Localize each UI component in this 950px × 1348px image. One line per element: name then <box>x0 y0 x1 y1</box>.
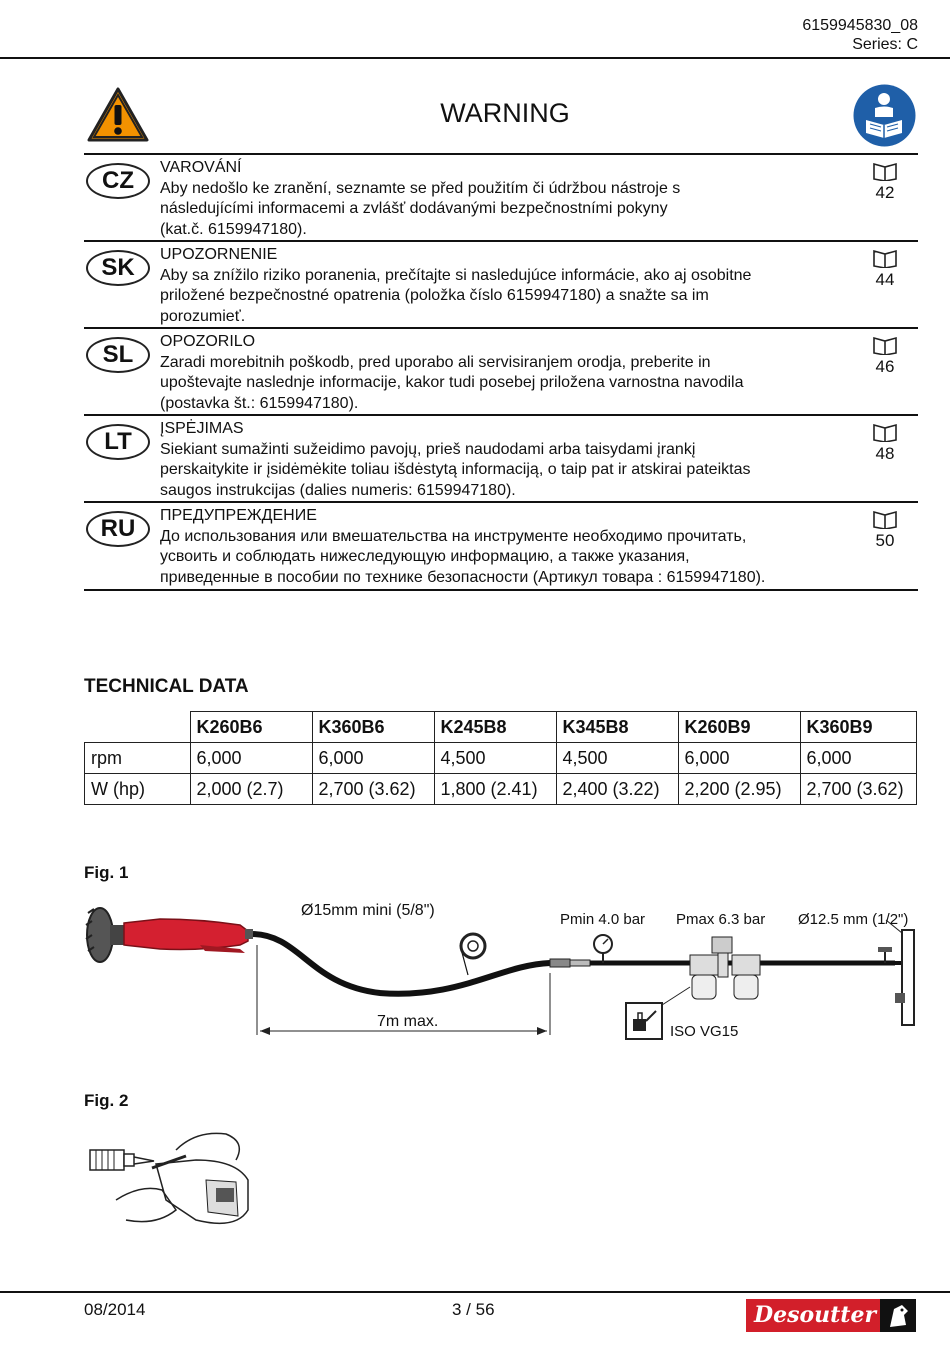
warning-section-cz <box>84 155 918 242</box>
page-reference-sk[interactable] <box>856 248 914 290</box>
warning-line: Zaradi morebitnih poškodb, pred uporabo ali servisiranjem orodja, preberite in <box>160 353 711 371</box>
document-number: 6159945830_08 <box>802 17 918 34</box>
warning-title: WARNING <box>440 98 570 128</box>
brand-name: Desoutter <box>754 1302 877 1328</box>
page-number: 46 <box>875 357 895 376</box>
page-reference-ru[interactable] <box>856 509 914 551</box>
table-row <box>85 774 917 805</box>
warning-section-ru <box>84 503 918 591</box>
column-header: K360B9 <box>800 712 916 743</box>
pmin-label: Pmin 4.0 bar <box>560 911 646 928</box>
warning-text-sk <box>160 245 850 327</box>
fig2-label: Fig. 2 <box>84 1091 129 1110</box>
oil-grade-label: ISO VG15 <box>670 1023 739 1040</box>
row-label: W (hp) <box>85 774 191 805</box>
brand-emblem-icon <box>880 1299 916 1332</box>
book-icon <box>872 422 898 442</box>
hose-diameter-label: Ø15mm mini (5/8") <box>301 902 435 919</box>
document-header <box>802 16 918 54</box>
warning-line: upoštevajte naslednje informacije, kakor tudi posebej priložena varnostna navodila <box>160 374 744 391</box>
table-cell: 4,500 <box>556 743 678 774</box>
read-manual-icon <box>853 84 916 147</box>
desoutter-logo <box>746 1299 916 1332</box>
table-cell: 2,700 (3.62) <box>800 774 916 805</box>
page-number: 42 <box>875 183 895 202</box>
warning-line: saugos instrukcijas (dalies numeris: 6159947180). <box>160 481 516 499</box>
warning-line: Siekiant sumažinti sužeidimo pavojų, prieš naudodami arba taisydami įrankį <box>160 440 696 458</box>
language-badge-cz: CZ <box>86 163 150 199</box>
book-icon <box>872 509 898 529</box>
warning-line: Aby sa znížilo riziko poranenia, prečítajte si nasledujúce informácie, ako aj osobitne <box>160 266 752 284</box>
warning-section-sk <box>84 242 918 329</box>
row-label: rpm <box>85 743 191 774</box>
table-cell: 2,400 (3.22) <box>556 774 678 805</box>
grinder-tool <box>86 908 253 962</box>
column-header: K260B9 <box>678 712 800 743</box>
series-label: Series: C <box>852 36 918 53</box>
table-cell: 2,700 (3.62) <box>312 774 434 805</box>
table-cell: 4,500 <box>434 743 556 774</box>
warning-line: následujícími informacemi a zvlášť dodávanými bezpečnostními pokyny <box>160 200 668 217</box>
page-number: 48 <box>875 444 895 463</box>
language-badge-sk: SK <box>86 250 150 286</box>
page-number: 44 <box>875 270 895 289</box>
footer-page-number: 3 / 56 <box>452 1300 495 1319</box>
warning-line: усвоить и соблюдать нижеследующую информацию, а также указания, <box>160 548 690 565</box>
column-header: K245B8 <box>434 712 556 743</box>
book-icon <box>872 335 898 355</box>
warning-text-lt <box>160 419 850 501</box>
warning-heading-sl: OPOZORILO <box>160 333 256 350</box>
warning-heading-cz: VAROVÁNÍ <box>160 159 242 176</box>
warning-text-sl <box>160 332 850 414</box>
table-corner-cell <box>85 712 191 743</box>
warning-line: porozumieť. <box>160 307 246 325</box>
language-badge-ru: RU <box>86 511 150 547</box>
page-reference-cz[interactable] <box>856 161 914 203</box>
technical-data-table <box>84 711 917 805</box>
book-icon <box>872 161 898 181</box>
warning-text-cz <box>160 158 850 240</box>
fig2-fitting-installation-drawing <box>86 1120 256 1235</box>
warning-line: perskaitykite ir įsidėmėkite toliau išdėstytą informaciją, o taip pat ir atskirai pateiktas <box>160 461 751 478</box>
warning-heading-ru: ПРЕДУПРЕЖДЕНИЕ <box>160 507 317 524</box>
warning-heading-sk: UPOZORNENIE <box>160 246 278 263</box>
table-cell: 1,800 (2.41) <box>434 774 556 805</box>
table-cell: 2,200 (2.95) <box>678 774 800 805</box>
table-cell: 6,000 <box>312 743 434 774</box>
warning-line: (postavka št.: 6159947180). <box>160 394 359 412</box>
warning-line: приведенные в пособии по технике безопасности (Артикул товара : 6159947180). <box>160 568 766 586</box>
page-reference-sl[interactable] <box>856 335 914 377</box>
warning-heading-lt: ĮSPĖJIMAS <box>160 420 244 437</box>
warning-line: priložené bezpečnostné opatrenia (položka číslo 6159947180) a snažte sa im <box>160 287 709 304</box>
table-cell: 6,000 <box>678 743 800 774</box>
warning-text-ru <box>160 506 860 588</box>
table-cell: 2,000 (2.7) <box>190 774 312 805</box>
warning-section-sl <box>84 329 918 416</box>
language-badge-sl: SL <box>86 337 150 373</box>
fig1-label: Fig. 1 <box>84 863 129 882</box>
technical-data-title: TECHNICAL DATA <box>84 676 249 697</box>
column-header: K360B6 <box>312 712 434 743</box>
warning-line: Aby nedošlo ke zranění, seznamte se před použitím či údržbou nástroje s <box>160 179 681 197</box>
warning-line: (kat.č. 6159947180). <box>160 220 307 238</box>
table-header-row <box>85 712 917 743</box>
warning-section-lt <box>84 416 918 503</box>
footer-rule <box>0 1291 950 1293</box>
pmax-label: Pmax 6.3 bar <box>676 911 766 928</box>
page-reference-lt[interactable] <box>856 422 914 464</box>
footer-date: 08/2014 <box>84 1300 146 1319</box>
language-badge-lt: LT <box>86 424 150 460</box>
table-cell: 6,000 <box>190 743 312 774</box>
column-header: K260B6 <box>190 712 312 743</box>
table-cell: 6,000 <box>800 743 916 774</box>
pipe-diameter-label: Ø12.5 mm (1/2") <box>798 911 909 928</box>
header-rule <box>0 57 950 59</box>
warning-line: До использования или вмешательства на инструменте необходимо прочитать, <box>160 527 747 545</box>
column-header: K345B8 <box>556 712 678 743</box>
book-icon <box>872 248 898 268</box>
hose-length-label: 7m max. <box>377 1013 439 1030</box>
page-number: 50 <box>875 531 895 550</box>
table-row <box>85 743 917 774</box>
